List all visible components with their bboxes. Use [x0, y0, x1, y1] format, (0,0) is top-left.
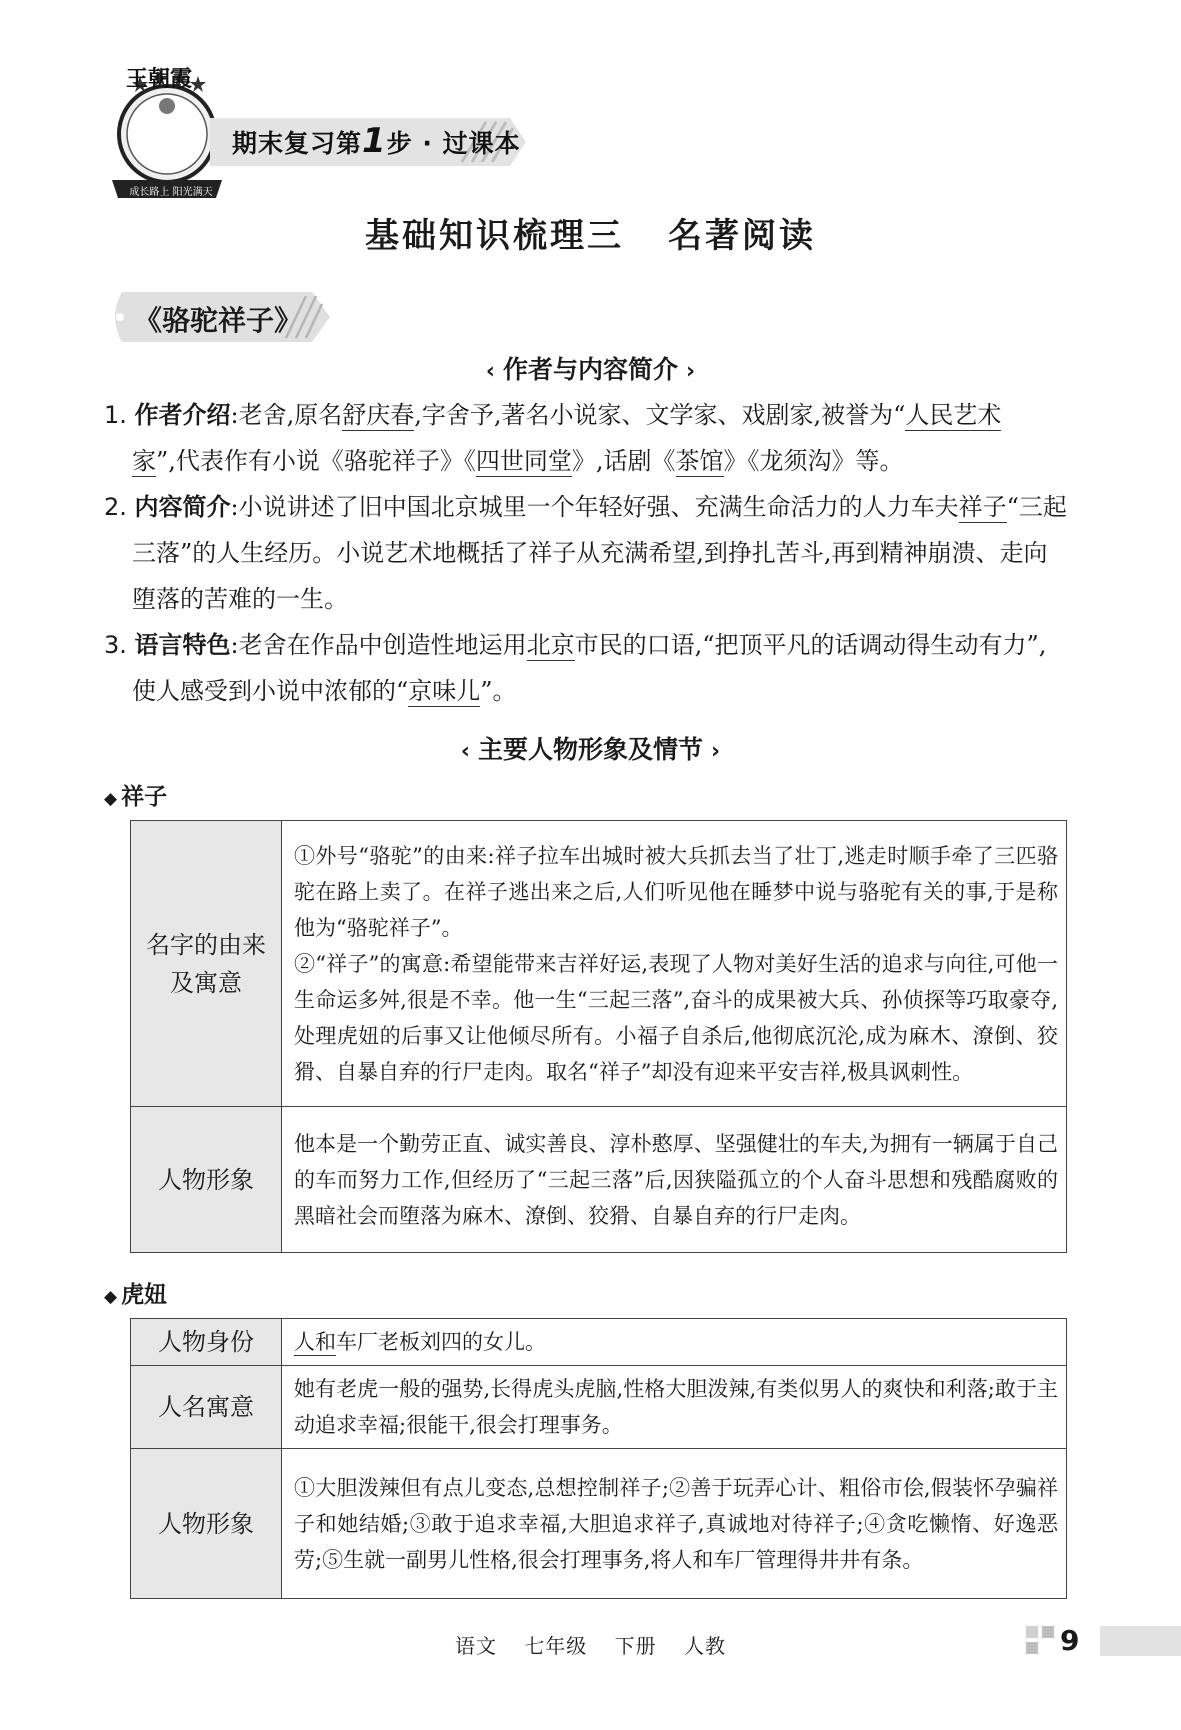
table-row — [131, 1319, 1067, 1366]
row-header: 人物身份 — [131, 1319, 282, 1366]
footer-grade: 七年级 — [524, 1634, 588, 1658]
section2-title: 主要人物形象及情节 — [477, 735, 703, 764]
banner-pre: 期末复习第 — [232, 129, 363, 158]
item-author — [104, 392, 1069, 484]
answer-underline: 人民艺术 — [905, 401, 1002, 429]
text: 》,话剧《 — [571, 447, 676, 475]
footer-subject: 语文 — [454, 1634, 497, 1658]
footer-edition: 人教 — [684, 1634, 727, 1658]
item-label: 作者介绍 — [134, 401, 231, 429]
item-content — [104, 484, 1069, 622]
row-content — [282, 1319, 1067, 1366]
section-heading-intro: ‹ 作者与内容简介 › — [485, 355, 696, 384]
book-title: 《骆驼祥子》 — [134, 304, 303, 337]
content-part: ②“祥子”的寓意:希望能带来吉祥好运,表现了人物对美好生活的追求与向往,可他一生命运多舛,很是不幸。他一生“三起三落”,奋斗的成果被大兵、孙侦探等巧取豪夺,处理虎妞的后事又让他倾尽所有。小福子自杀后,他彻底沉沦,成为麻木、潦倒、狡猾、自暴自弃的行尸走肉。取名“祥子”却没有迎来平安吉祥,极具讽刺性。 — [294, 951, 1058, 1084]
footer — [0, 1630, 1181, 1659]
character-heading-huniu — [104, 1276, 167, 1309]
character-name: 祥子 — [121, 784, 168, 810]
text: ,字舍予,著名小说家、文学家、戏剧家,被誉为“ — [414, 401, 906, 429]
banner-post: 步 · 过课本 — [386, 129, 521, 158]
diamond-bullet-icon: ◆ — [104, 789, 118, 809]
character-heading-xiangzi — [104, 778, 167, 811]
page-title — [0, 208, 1181, 257]
row-header: 人名寓意 — [131, 1366, 282, 1449]
text: :老舍在作品中创造性地运用 — [230, 631, 527, 659]
section1-title: 作者与内容简介 — [502, 355, 678, 384]
item-number: 2. — [104, 493, 127, 521]
row-header: 人物形象 — [131, 1449, 282, 1599]
brand-slogan: 成长路上 阳光满天 — [129, 187, 213, 198]
table-row — [131, 1107, 1067, 1253]
item-language — [104, 622, 1069, 714]
text: “三起三落”的人生经历。小说艺术地概括了祥子从充满希望,到挣扎苦斗,再到精神崩溃、走向堕落的苦难的一生。 — [132, 493, 1067, 613]
row-content: ①大胆泼辣但有点儿变态,总想控制祥子;②善于玩弄心计、粗俗市侩,假装怀孕骗祥子和她结婚;③敢于追求幸福,大胆追求祥子,真诚地对待祥子;④贪吃懒惰、好逸恶劳;⑤生就一副男儿性格,很会打理事务,将人和车厂管理得井井有条。 — [282, 1449, 1067, 1599]
page-number: 9 — [1060, 1624, 1080, 1657]
row-header: 名字的由来及寓意 — [131, 821, 282, 1107]
answer-underline: 家 — [132, 447, 156, 475]
text: :小说讲述了旧中国北京城里一个年轻好强、充满生命活力的人力车夫 — [230, 493, 959, 521]
brand-logo-text: 王朝霞 — [125, 67, 192, 92]
huniu-table — [130, 1318, 1067, 1599]
answer-underline: 人和 — [294, 1330, 336, 1354]
content-part: ①外号“骆驼”的由来:祥子拉车出城时被大兵抓去当了壮丁,逃走时顺手牵了三匹骆驼在路上卖了。在祥子逃出来之后,人们听见他在睡梦中说与骆驼有关的事,于是称他为“骆驼祥子”。 — [294, 843, 1058, 940]
item-number: 1. — [104, 401, 127, 429]
answer-underline: 舒庆春 — [342, 401, 415, 429]
banner-step-number: 1 — [362, 121, 387, 161]
item-number: 3. — [104, 631, 127, 659]
header-banner-text — [232, 121, 521, 161]
answer-underline: 祥子 — [958, 493, 1007, 521]
row-header: 人物形象 — [131, 1107, 282, 1253]
page-number-bar — [1100, 1626, 1181, 1656]
xiangzi-table — [130, 820, 1067, 1253]
table-row — [131, 821, 1067, 1107]
row-content: 他本是一个勤劳正直、诚实善良、淳朴憨厚、坚强健壮的车夫,为拥有一辆属于自己的车而努力工作,但经历了“三起三落”后,因狭隘孤立的个人奋斗思想和残酷腐败的黑暗社会而堕落为麻木、潦倒、狡猾、自暴自弃的行尸走肉。 — [282, 1107, 1067, 1253]
text: 市民的口语,“把顶平凡的话调动得生动有力”,使人感受到小说中浓郁的“ — [132, 631, 1047, 705]
item-label: 语言特色 — [134, 631, 231, 659]
text: 车厂老板刘四的女儿。 — [336, 1330, 546, 1354]
table-row — [131, 1366, 1067, 1449]
text: ”。 — [480, 677, 517, 705]
title-part1: 基础知识梳理三 — [365, 216, 624, 256]
footer-volume: 下册 — [614, 1634, 657, 1658]
section-heading-characters: ‹ 主要人物形象及情节 › — [460, 735, 721, 764]
diamond-bullet-icon: ◆ — [104, 1287, 118, 1307]
answer-underline: 茶馆 — [675, 447, 724, 475]
answer-underline: 北京 — [526, 631, 575, 659]
character-name: 虎妞 — [121, 1282, 168, 1308]
text: ”,代表作有小说《骆驼祥子》《 — [156, 447, 476, 475]
answer-underline: 四世同堂 — [475, 447, 572, 475]
page-corner-blocks-icon — [1026, 1626, 1056, 1656]
answer-underline: 京味儿 — [408, 677, 481, 705]
item-label: 内容简介 — [134, 493, 231, 521]
table-row — [131, 1449, 1067, 1599]
text: 》《龙须沟》等。 — [723, 447, 904, 475]
row-content — [282, 821, 1067, 1107]
title-part2: 名著阅读 — [668, 216, 816, 256]
text: :老舍,原名 — [230, 401, 343, 429]
row-content: 她有老虎一般的强势,长得虎头虎脑,性格大胆泼辣,有类似男人的爽快和利落;敢于主动追求幸福;很能干,很会打理事务。 — [282, 1366, 1067, 1449]
